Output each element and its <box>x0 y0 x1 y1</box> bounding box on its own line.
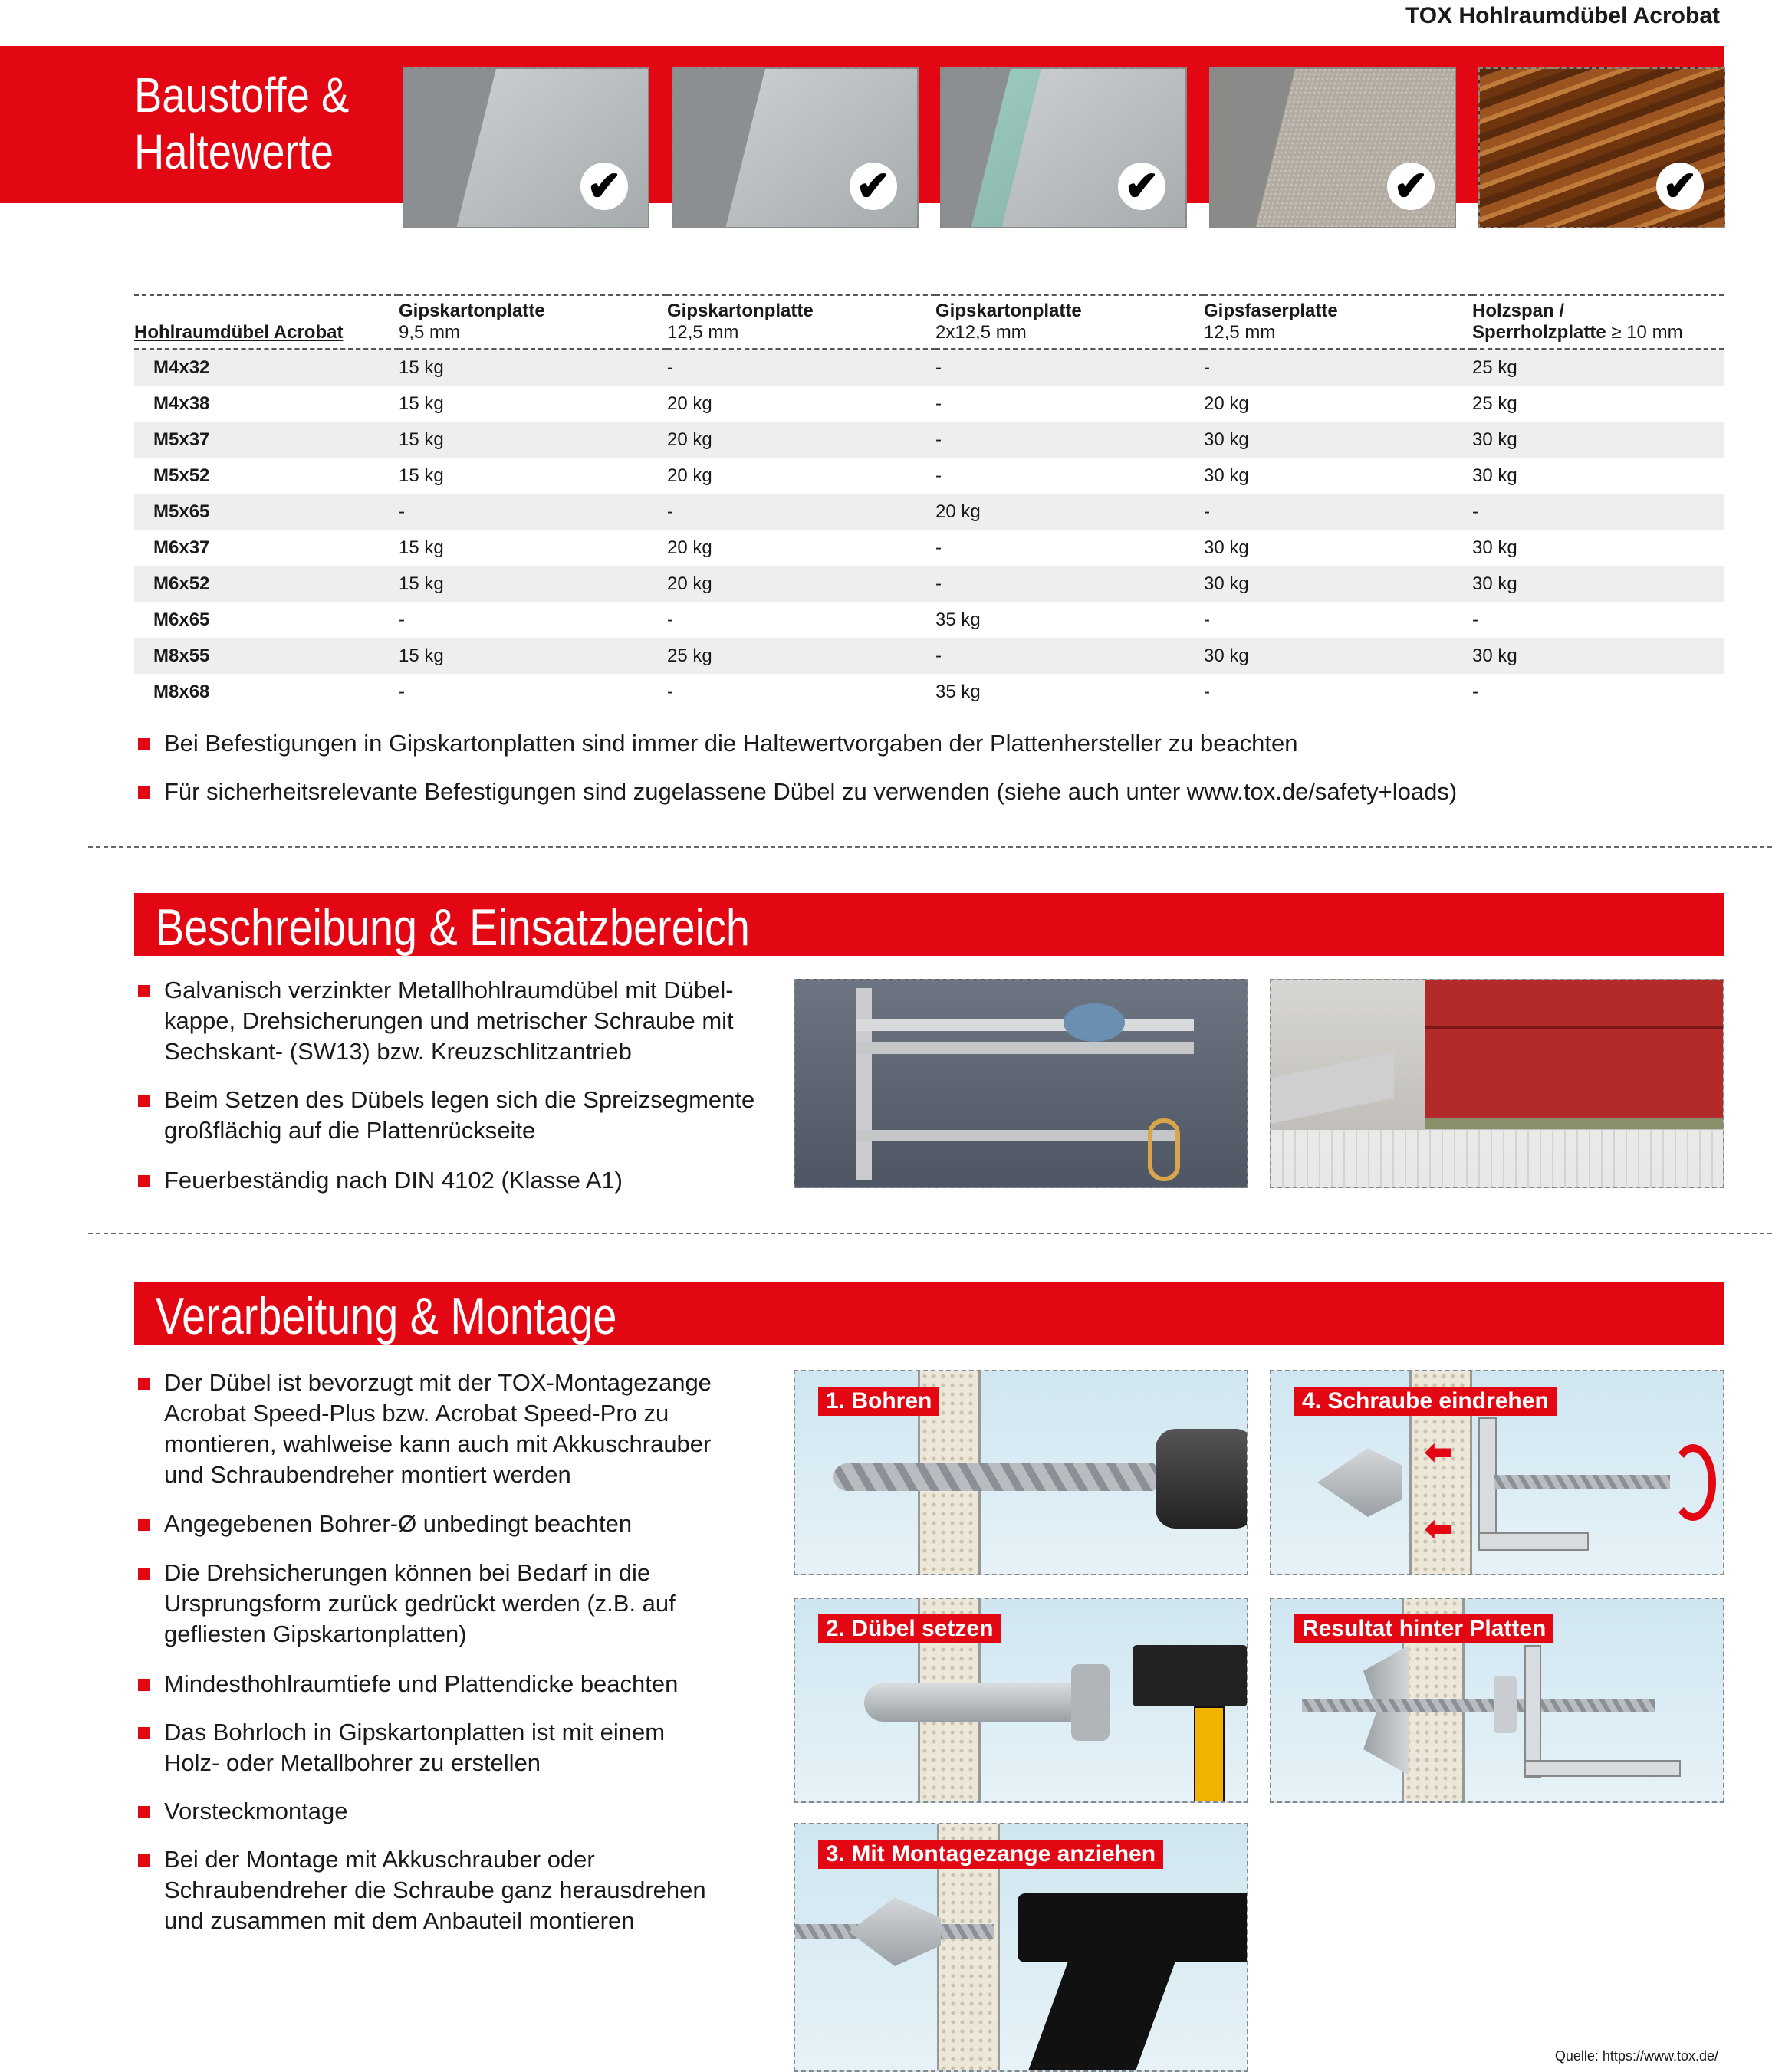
table-cell: - <box>1204 349 1472 386</box>
table-cell: 15 kg <box>399 349 667 386</box>
note-text: Bei Befestigungen in Gipskartonplatten sind immer die Haltewertvorgaben der Plattenhersteller zu beachten <box>164 730 1298 757</box>
instruction-item <box>138 1717 782 1778</box>
instruction-item <box>138 1669 782 1699</box>
hat-shape <box>1064 1003 1125 1042</box>
step-label: Resultat hinter Platten <box>1294 1614 1553 1643</box>
table-cell: 25 kg <box>1472 349 1724 386</box>
table-column-header <box>399 295 667 349</box>
table-column-header <box>935 295 1204 349</box>
step-set-anchor-panel <box>794 1598 1248 1803</box>
table-body <box>134 349 1724 710</box>
table-cell: 30 kg <box>1204 537 1249 558</box>
note-item <box>138 728 1298 759</box>
hammer-head <box>1133 1645 1248 1706</box>
screw-shaft <box>1302 1699 1655 1712</box>
section-divider <box>88 1233 1772 1234</box>
description-text: Feuerbeständig nach DIN 4102 (Klasse A1) <box>164 1167 623 1194</box>
note-text: Für sicherheitsrelevante Befestigungen sind zugelassene Dübel zu verwenden (siehe auch unter www.tox.de/safety+loads) <box>164 778 1458 805</box>
table-cell: 35 kg <box>935 681 981 702</box>
step-result-panel <box>1270 1598 1724 1803</box>
section2-title: Beschreibung & Einsatzbereich <box>156 898 750 957</box>
table-cell: - <box>935 566 1204 602</box>
column-title: Gipskartonplatte <box>399 300 545 321</box>
anchor-body <box>864 1683 1079 1722</box>
column-title: Gipskartonplatte <box>935 300 1082 321</box>
row-dowel-size: M8x68 <box>153 681 210 702</box>
check-icon: ✔ <box>1656 163 1704 210</box>
instruction-item <box>138 1368 782 1490</box>
table-cell: 15 kg <box>399 422 667 458</box>
row-dowel-size: M4x32 <box>134 349 399 386</box>
cabinet-seam <box>1425 1026 1724 1029</box>
coat-rack-photo <box>794 979 1248 1188</box>
table-row <box>134 566 1724 602</box>
source-credit: Quelle: https://www.tox.de/ <box>1554 2048 1718 2064</box>
table-column-header <box>1204 295 1472 349</box>
column-subtitle-bold: Sperrholzplatte <box>1472 322 1606 343</box>
table-cell: 25 kg <box>667 638 935 674</box>
rack-bracket <box>856 988 872 1180</box>
table-cell: - <box>667 609 673 630</box>
table-cell: 20 kg <box>667 422 935 458</box>
row-dowel-size: M8x55 <box>134 638 399 674</box>
table-cell: - <box>1204 609 1210 630</box>
description-item <box>138 1165 782 1196</box>
table-cell: - <box>399 681 405 702</box>
screw-shaft <box>1494 1475 1670 1489</box>
column-title: Gipskartonplatte <box>667 300 814 321</box>
instruction-text: Angegebenen Bohrer-Ø unbedingt beachten <box>164 1510 633 1537</box>
table-cell: 20 kg <box>667 465 712 486</box>
table-header-row <box>134 295 1724 349</box>
table-cell: 30 kg <box>1204 422 1472 458</box>
row-dowel-size: M4x38 <box>153 392 210 414</box>
drill-bit <box>833 1463 1156 1491</box>
table-cell: - <box>935 349 1204 386</box>
table-cell: 30 kg <box>1204 566 1472 602</box>
hammer-handle <box>1194 1706 1225 1803</box>
section1-title-line2: Haltewerte <box>134 123 334 179</box>
table-column-header <box>1472 295 1724 349</box>
table-corner-label: Hohlraumdübel Acrobat <box>134 322 344 343</box>
instruction-text: Vorsteckmontage <box>164 1798 348 1824</box>
table-cell: 15 kg <box>399 537 444 558</box>
table-cell: - <box>935 537 942 558</box>
table-cell: - <box>667 681 673 702</box>
table-row <box>134 494 1724 530</box>
table-cell: - <box>1472 681 1478 702</box>
instruction-text: Bei der Montage mit Akkuschrauber oder Schraubendreher die Schraube ganz herausdrehen und zusammen mit dem Anbauteil montieren <box>164 1846 706 1934</box>
step-screw-panel <box>1270 1370 1724 1575</box>
table-cell: - <box>399 494 667 530</box>
table-cell: 15 kg <box>399 566 667 602</box>
column-subtitle: 2x12,5 mm <box>935 322 1027 343</box>
table-cell: - <box>935 638 1204 674</box>
table-cell: - <box>935 392 942 414</box>
table-cell: 35 kg <box>935 609 981 630</box>
step-label: 1. Bohren <box>818 1387 939 1416</box>
umbrella-handle <box>1148 1118 1180 1181</box>
rack-bar <box>856 1042 1194 1054</box>
section2-banner <box>134 893 1724 956</box>
column-subtitle: 9,5 mm <box>399 322 461 343</box>
instruction-item <box>138 1509 782 1539</box>
table-row <box>134 674 1724 710</box>
row-dowel-size: M5x37 <box>134 422 399 458</box>
mount-bracket <box>1524 1645 1541 1778</box>
check-icon: ✔ <box>850 163 897 210</box>
arrow-left-icon: ⬅ <box>1425 1510 1453 1548</box>
rack-bar <box>856 1019 1194 1031</box>
table-cell: 20 kg <box>1204 392 1249 414</box>
section1-title <box>134 67 349 180</box>
table-cell: - <box>1204 494 1472 530</box>
table-cell: 20 kg <box>667 566 935 602</box>
instruction-item <box>138 1796 782 1827</box>
step-pliers-panel <box>794 1823 1248 2072</box>
row-dowel-size: M6x52 <box>134 566 399 602</box>
section-divider <box>88 846 1772 848</box>
anchor-cap <box>1494 1676 1517 1733</box>
table-row <box>134 530 1724 566</box>
table-cell: 15 kg <box>399 465 444 486</box>
instruction-text: Das Bohrloch in Gipskartonplatten ist mit einem Holz- oder Metallbohrer zu erstellen <box>164 1719 666 1776</box>
table-cell: - <box>1472 494 1724 530</box>
tile-backsplash <box>1271 1130 1724 1188</box>
table-cell: 30 kg <box>1472 638 1724 674</box>
instruction-text: Mindesthohlraumtiefe und Plattendicke beachten <box>164 1670 679 1697</box>
table-cell: 15 kg <box>399 638 667 674</box>
check-icon: ✔ <box>1118 163 1165 210</box>
step-drilling-panel <box>794 1370 1248 1575</box>
table-cell: 30 kg <box>1472 422 1724 458</box>
section3-title: Verarbeitung & Montage <box>156 1287 617 1345</box>
cabinet-shape <box>1425 980 1724 1118</box>
document-header-title: TOX Hohlraumdübel Acrobat <box>1405 3 1720 28</box>
section1-title-line1: Baustoffe & <box>134 67 350 123</box>
mount-bracket-foot <box>1478 1532 1589 1551</box>
table-cell: - <box>399 609 405 630</box>
table-row <box>134 638 1724 674</box>
section3-banner <box>134 1282 1724 1345</box>
table-cell: 30 kg <box>1472 465 1517 486</box>
pliers-handle <box>1026 1955 1178 2072</box>
mount-bracket-foot <box>1524 1760 1681 1777</box>
instruction-item <box>138 1844 782 1936</box>
table-cell: - <box>1204 681 1210 702</box>
description-item <box>138 975 782 1067</box>
table-row <box>134 422 1724 458</box>
instruction-item <box>138 1558 782 1650</box>
table-cell: 15 kg <box>399 392 444 414</box>
row-dowel-size: M5x52 <box>153 465 210 486</box>
step-label: 2. Dübel setzen <box>818 1614 1001 1643</box>
check-icon: ✔ <box>580 163 628 210</box>
anchor-wings <box>1317 1448 1402 1517</box>
table-cell: - <box>1472 609 1478 630</box>
hook-bar <box>856 1130 1179 1141</box>
material-tile-gipsfaser <box>1209 67 1456 228</box>
step-label: 4. Schraube eindrehen <box>1294 1387 1557 1416</box>
table-cell: - <box>935 465 942 486</box>
table-column-header <box>667 295 935 349</box>
anchor-cap <box>1071 1664 1110 1741</box>
load-values-table <box>134 294 1724 710</box>
row-dowel-size: M6x37 <box>153 537 210 558</box>
table-cell: - <box>667 494 935 530</box>
table-cell: 20 kg <box>667 392 712 414</box>
cabinet-base <box>1425 1118 1724 1129</box>
table-cell: 30 kg <box>1472 537 1517 558</box>
table-row <box>134 386 1724 422</box>
row-dowel-size: M5x65 <box>134 494 399 530</box>
instruction-text: Der Dübel ist bevorzugt mit der TOX-Montagezange Acrobat Speed-Plus bzw. Acrobat Speed-Pro zu montieren, wahlweise kann auch mit Akkuschrauber und Schraubendreher montiert werden <box>164 1369 712 1488</box>
step-label: 3. Mit Montagezange anziehen <box>818 1840 1163 1869</box>
table-corner-header <box>134 295 399 349</box>
column-subtitle: 12,5 mm <box>1204 322 1276 343</box>
description-item <box>138 1085 782 1146</box>
column-subtitle: ≥ 10 mm <box>1606 322 1683 343</box>
column-title: Gipsfaserplatte <box>1204 300 1338 321</box>
table-row <box>134 458 1724 494</box>
table-cell: 20 kg <box>667 537 712 558</box>
table-cell: 30 kg <box>1472 566 1724 602</box>
table-row <box>134 349 1724 386</box>
material-tile-gipskarton-9-5 <box>403 67 649 228</box>
column-title: Holzspan / <box>1472 300 1565 321</box>
instruction-text: Die Drehsicherungen können bei Bedarf in die Ursprungsform zurück gedrückt werden (z.B. auf gefliesten Gipskartonplatten) <box>164 1559 676 1647</box>
extractor-hood <box>1271 1052 1394 1124</box>
description-text: Galvanisch verzinkter Metallhohlraumdübel mit Dübel- kappe, Drehsicherungen und metrischer Schraube mit Sechskant- (SW13) bzw. Kreuzschlitzantrieb <box>164 977 734 1065</box>
column-subtitle: 12,5 mm <box>667 322 739 343</box>
table-cell: - <box>667 349 935 386</box>
material-tile-gipskarton-2x12-5 <box>940 67 1187 228</box>
pliers-head <box>1018 1893 1248 1962</box>
material-tile-holzspan <box>1478 67 1725 228</box>
table-cell: 30 kg <box>1204 638 1472 674</box>
kitchen-cabinet-photo <box>1270 979 1724 1188</box>
rotation-arrow-icon <box>1670 1444 1716 1521</box>
description-text: Beim Setzen des Dübels legen sich die Spreizsegmente großflächig auf die Plattenrückseite <box>164 1086 755 1144</box>
anchor-wings <box>849 1897 941 1966</box>
check-icon: ✔ <box>1387 163 1435 210</box>
material-tile-gipskarton-12-5 <box>672 67 919 228</box>
table-cell: 25 kg <box>1472 392 1517 414</box>
table-cell: 30 kg <box>1204 465 1249 486</box>
drill-chuck <box>1156 1429 1248 1529</box>
table-cell: 20 kg <box>935 494 1204 530</box>
table-row <box>134 602 1724 638</box>
arrow-left-icon: ⬅ <box>1425 1433 1453 1471</box>
row-dowel-size: M6x65 <box>153 609 210 630</box>
note-item <box>138 777 1457 807</box>
table-cell: - <box>935 422 1204 458</box>
